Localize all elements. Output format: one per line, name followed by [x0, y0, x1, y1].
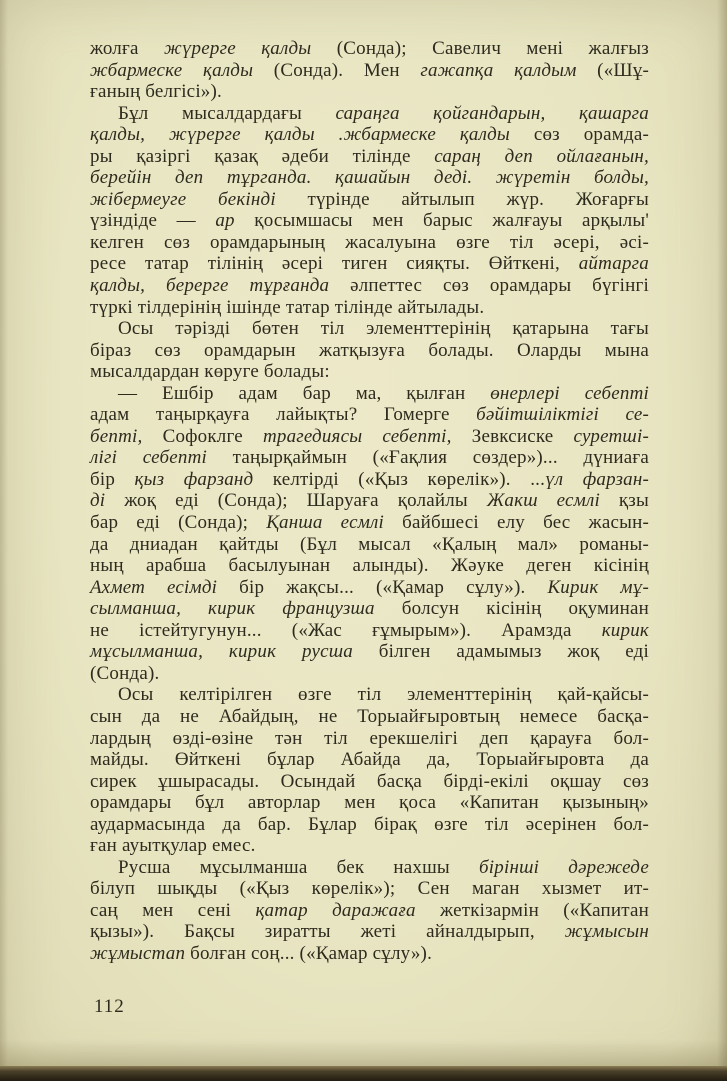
text-segment: үл фарзан-: [545, 468, 650, 490]
text-segment: аудармасында да бар. Бұлар бірақ өзге тіл әсерінен бол-: [90, 813, 649, 835]
text-segment: ған ауытқулар емес.: [90, 835, 256, 857]
text-segment: жұмысын: [564, 921, 649, 943]
text-segment: трагедиясы себепті,: [262, 425, 452, 447]
text-segment: берейін деп тұрганда. қашайын деді. жүретін болды,: [90, 167, 649, 189]
left-edge-shadow: [0, 0, 8, 1081]
text-segment: Софоклге: [142, 425, 263, 447]
text-line: [90, 534, 649, 556]
text-segment: (Сонда). Мен: [253, 59, 421, 81]
text-line: [90, 771, 649, 793]
text-segment: ның арабша басылуынан алынды). Жәуке деген кісінің: [90, 555, 649, 577]
text-segment: білуп шықды («Қыз көрелік»); Сен маган хызмет ит-: [90, 878, 649, 900]
text-segment: ар: [215, 210, 235, 232]
page-number: 112: [94, 996, 125, 1017]
text-segment: болсун кісінің оқуминан: [374, 598, 649, 620]
text-block: [90, 38, 649, 965]
text-segment: Кирик мұ-: [547, 576, 649, 598]
text-segment: қалды, берерге тұрғанда: [90, 275, 330, 297]
text-segment: («Шұ-: [576, 59, 649, 81]
text-line: [90, 663, 649, 685]
text-segment: бәйітшіліктігі се-: [476, 404, 650, 426]
text-line: [90, 38, 649, 60]
text-line: [90, 361, 649, 383]
text-line: [90, 900, 649, 922]
text-line: [90, 232, 649, 254]
text-segment: сын да не Абайдың, не Торыайғыровтың немесе басқа-: [90, 705, 649, 727]
text-segment: байбшесі елу бес жасын-: [384, 512, 649, 534]
text-segment: қыз фарзанд: [134, 468, 254, 490]
text-segment: лардың өзді-өзіне тән тіл ерекшелігі деп қарауға бол-: [90, 727, 649, 749]
text-line: [90, 167, 649, 189]
text-segment: таңырқаймын («Ғақлия сөздер»)... дүниаға: [206, 447, 649, 469]
text-line: [90, 857, 649, 879]
right-edge-shadow: [717, 0, 727, 1081]
text-line: [90, 577, 649, 599]
text-segment: келтірді («Қыз көрелік»). ...: [253, 468, 546, 490]
text-segment: Ахмет есімді: [90, 576, 218, 598]
text-line: [90, 275, 649, 297]
text-segment: қызы»). Бақсы зиратты жеті айналдырып,: [90, 921, 565, 943]
text-segment: жібермеуге бекінді: [90, 188, 276, 210]
text-line: [90, 318, 649, 340]
text-segment: өнерлері себепті: [490, 382, 649, 404]
text-segment: Русша мұсылманша бек нахшы: [118, 856, 480, 878]
text-segment: бар еді (Сонда);: [90, 512, 267, 534]
text-segment: не істейтугунун... («Жас ғұмырым»). Арамзда: [90, 619, 602, 641]
text-line: [90, 749, 649, 771]
text-segment: Осы келтірілген өзге тіл элементтерінің қай-қайсы-: [118, 684, 649, 706]
text-line: [90, 943, 649, 965]
text-segment: (Сонда); Савелич мені жалғыз: [311, 38, 649, 59]
text-line: [90, 404, 649, 426]
text-segment: қалды, жүрерге қалды .жбармеске қалды: [90, 124, 510, 146]
text-segment: Қанша есмлі: [266, 512, 384, 534]
text-line: [90, 792, 649, 814]
text-segment: ры қазіргі қазақ әдеби тілінде: [90, 145, 435, 167]
text-segment: гажапқа қалдым: [420, 59, 577, 81]
text-segment: ресе татар тілінің әсері тиген сияқты. Өйткені,: [90, 253, 579, 275]
text-segment: сылманша, кирик французша: [90, 598, 375, 620]
text-line: [90, 210, 649, 232]
text-line: [90, 878, 649, 900]
text-line: [90, 469, 649, 491]
text-segment: жбармеске қалды: [90, 59, 254, 81]
text-line: [90, 620, 649, 642]
text-line: [90, 555, 649, 577]
text-line: [90, 490, 649, 512]
text-line: [90, 814, 649, 836]
text-line: [90, 383, 649, 405]
text-line: [90, 60, 649, 82]
text-line: [90, 684, 649, 706]
text-segment: біраз сөз орамдарын жатқызуға болады. Оларды мына: [90, 339, 649, 361]
text-segment: кирик: [601, 619, 649, 641]
text-line: [90, 297, 649, 319]
text-line: [90, 146, 649, 168]
text-segment: адам таңырқауға лайықты? Гомерге: [90, 404, 477, 426]
text-line: [90, 124, 649, 146]
text-segment: қосымшасы мен барыс жалғауы арқылы': [234, 210, 649, 232]
text-line: [90, 706, 649, 728]
text-segment: сараңга қойгандарын, қашарга: [335, 102, 649, 124]
text-segment: жүрерге қалды: [163, 38, 312, 59]
text-line: [90, 921, 649, 943]
text-segment: үзіндіде —: [90, 210, 216, 232]
text-segment: әлпеттес сөз орамдары бүгінгі: [329, 275, 649, 297]
text-segment: мысалдардан көруге болады:: [90, 361, 330, 383]
text-segment: бепті,: [90, 425, 143, 447]
text-segment: жұмыстап: [90, 942, 186, 964]
text-segment: Жакш есмлі: [486, 490, 600, 512]
text-line: [90, 340, 649, 362]
text-line: [90, 512, 649, 534]
text-segment: суретші-: [573, 425, 649, 447]
text-segment: майды. Өйткені бұлар Абайда да, Торыайғыровта да: [90, 749, 649, 771]
text-segment: жоқ еді (Сонда); Шаруаға қолайлы: [105, 490, 487, 512]
text-segment: Осы тәрізді бөтен тіл элементтерінің қатарына тағы: [118, 318, 649, 340]
text-line: [90, 103, 649, 125]
text-segment: сараң деп ойлағанын,: [434, 145, 649, 167]
text-line: [90, 426, 649, 448]
text-segment: болған соң... («Қамар сұлу»).: [185, 942, 433, 964]
text-segment: жолға: [90, 38, 164, 59]
text-segment: Зевксиске: [451, 425, 574, 447]
text-line: [90, 728, 649, 750]
text-segment: — Ешбір адам бар ма, қылған: [118, 382, 491, 404]
text-segment: бір жақсы... («Қамар сұлу»).: [217, 576, 548, 598]
page-bottom-edge: [0, 1066, 727, 1081]
bottom-edge-shadow: [0, 1040, 727, 1066]
text-segment: Бұл мысалдардағы: [118, 102, 336, 124]
text-segment: саң мен сені: [90, 899, 256, 921]
text-line: [90, 641, 649, 663]
text-segment: сирек ұшырасады. Осындай басқа бірді-екілі оқшау сөз: [90, 770, 649, 792]
text-segment: айтарга: [578, 253, 649, 275]
text-segment: түрінде айтылып жүр. Жоғарғы: [275, 188, 649, 210]
text-line: [90, 835, 649, 857]
text-segment: қатар даражаға: [255, 899, 416, 921]
text-segment: қзы: [599, 490, 649, 512]
text-line: [90, 189, 649, 211]
text-segment: да дниадан қайтды (Бұл мысал «Қалың мал» романы-: [90, 533, 649, 555]
text-segment: жеткізармін («Капитан: [415, 899, 649, 921]
text-line: [90, 81, 649, 103]
text-line: [90, 598, 649, 620]
text-segment: ғаның белгісі»).: [90, 81, 222, 103]
text-line: [90, 447, 649, 469]
text-segment: (Сонда).: [90, 662, 160, 684]
text-segment: сөз орамда-: [509, 124, 649, 146]
text-segment: ді: [90, 490, 106, 512]
text-segment: келген сөз орамдарының жасалуына өзге тіл әсері, әсі-: [90, 231, 649, 253]
text-segment: бірінші дәрежеде: [479, 856, 649, 878]
text-segment: түркі тілдерінің ішінде татар тілінде айтылады.: [90, 296, 485, 318]
text-segment: мұсылманша, кирик русша: [90, 641, 353, 663]
text-segment: білген адамымыз жоқ еді: [352, 641, 649, 663]
text-segment: бір: [90, 468, 135, 490]
text-line: [90, 253, 649, 275]
text-segment: орамдары бұл авторлар мен қоса «Капитан қызының»: [90, 792, 649, 814]
text-segment: лігі себепті: [90, 447, 207, 469]
